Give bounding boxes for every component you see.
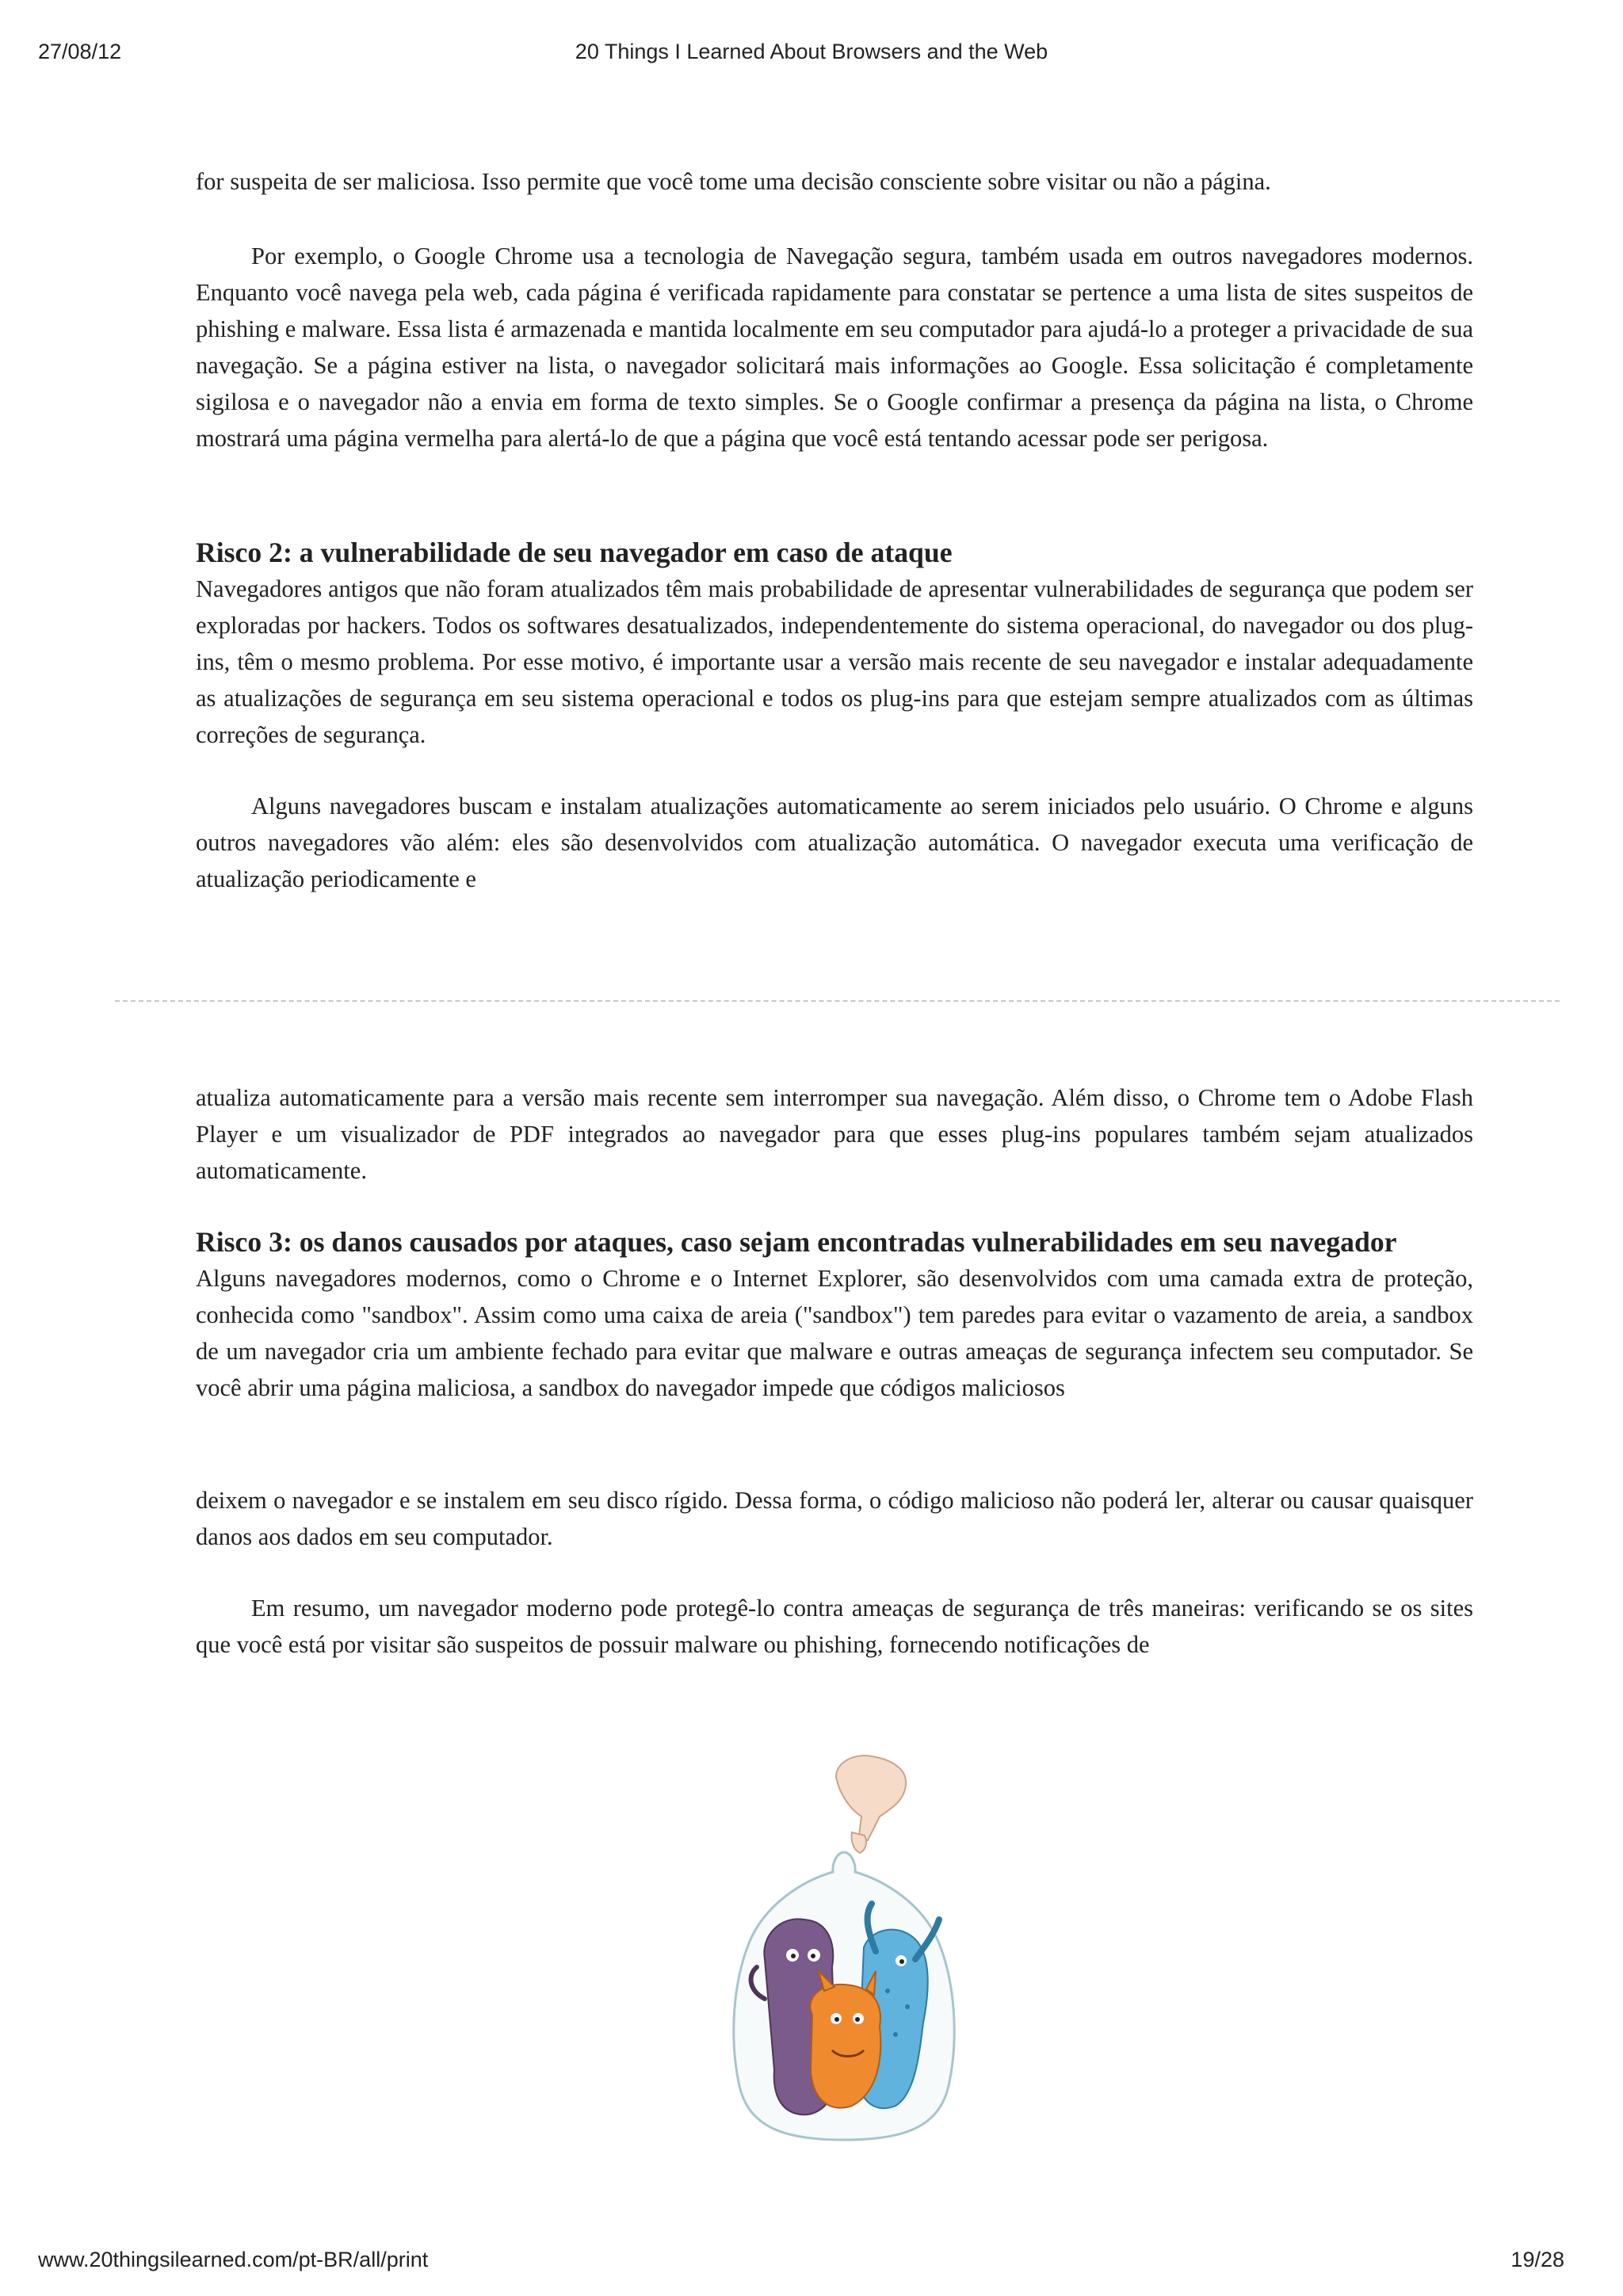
paragraph: Navegadores antigos que não foram atualizados têm mais probabilidade de apresentar vulnerabilidades de segurança que podem ser exploradas por hackers. Todos os softwares desatualizados, independentemente do sistema operacional, do navegador ou dos plug-ins, têm o mesmo problema. Por esse motivo, é importante usar a versão mais recente de seu navegador e instalar adequadamente as atualizações de segurança em seu sistema operacional e todos os plug-ins para que estejam sempre atualizados com as últimas correções de segurança. — [196, 575, 1473, 748]
print-header — [38, 40, 1585, 71]
paragraph: for suspeita de ser maliciosa. Isso permite que você tome uma decisão consciente sobre visitar ou não a página. — [196, 168, 1271, 195]
section-risk-3 — [196, 1224, 1473, 1406]
section-heading: Risco 3: os danos causados por ataques, caso sejam encontradas vulnerabilidades em seu navegador — [196, 1226, 1397, 1258]
sandbox-jar-illustration — [717, 1753, 963, 2145]
paragraph-auto-update — [196, 788, 1473, 897]
paragraph: Por exemplo, o Google Chrome usa a tecnologia de Navegação segura, também usada em outros navegadores modernos. Enquanto você navega pela web, cada página é verificada rapidamente para constatar se pertence a uma lista de sites suspeitos de phishing e malware. Essa lista é armazenada e mantida localmente em seu computador para ajudá-lo a proteger a privacidade de sua navegação. Se a página estiver na lista, o navegador solicitará mais informações ao Google. Essa solicitação é completamente sigilosa e o navegador não a envia em forma de texto simples. Se o Google confirmar a presença da página na lista, o Chrome mostrará uma página vermelha para alertá-lo de que a página que você está tentando acessar pode ser perigosa. — [196, 243, 1473, 452]
print-footer — [38, 2248, 1564, 2279]
page-url: www.20thingsilearned.com/pt-BR/all/print — [38, 2248, 429, 2271]
paragraph-safe-browsing — [196, 238, 1473, 457]
orange-monster — [810, 1971, 880, 2108]
page-number: 19/28 — [1510, 2248, 1564, 2271]
document-title: 20 Things I Learned About Browsers and the Web — [575, 40, 1048, 63]
print-date: 27/08/12 — [38, 40, 122, 63]
paragraph: atualiza automaticamente para a versão mais recente sem interromper sua navegação. Além disso, o Chrome tem o Adobe Flash Player e um visualizador de PDF integrados ao navegador para que esses plug-ins populares também sejam atualizados automaticamente. — [196, 1084, 1473, 1184]
section-heading: Risco 2: a vulnerabilidade de seu navegador em caso de ataque — [196, 537, 953, 568]
paragraph: Alguns navegadores buscam e instalam atualizações automaticamente ao serem iniciados pelo usuário. O Chrome e alguns outros navegadores vão além: eles são desenvolvidos com atualização automática. O navegador executa uma verificação de atualização periodicamente e — [196, 793, 1473, 892]
paragraph: Em resumo, um navegador moderno pode protegê-lo contra ameaças de segurança de três maneiras: verificando se os sites que você está por visitar são suspeitos de possuir malware ou phishing, fornecendo notificações de — [196, 1595, 1473, 1658]
paragraph-summary — [196, 1590, 1473, 1663]
page-break-separator — [115, 1000, 1560, 1002]
paragraph: Alguns navegadores modernos, como o Chrome e o Internet Explorer, são desenvolvidos com uma camada extra de proteção, conhecida como "sandbox". Assim como uma caixa de areia ("sandbox") tem paredes para evitar o vazamento de areia, a sandbox de um navegador cria um ambiente fechado para evitar que malware e outras ameaças de segurança infectem seu computador. Se você abrir uma página maliciosa, a sandbox do navegador impede que códigos maliciosos — [196, 1265, 1473, 1401]
hand-icon — [836, 1755, 906, 1853]
paragraph-continued-update — [196, 1079, 1473, 1189]
paragraph: deixem o navegador e se instalem em seu disco rígido. Dessa forma, o código malicioso não poderá ler, alterar ou causar quaisquer danos aos dados em seu computador. — [196, 1487, 1473, 1550]
section-risk-2 — [196, 534, 1473, 753]
paragraph-continued-sandbox — [196, 1482, 1473, 1555]
paragraph-continued — [196, 163, 1473, 200]
